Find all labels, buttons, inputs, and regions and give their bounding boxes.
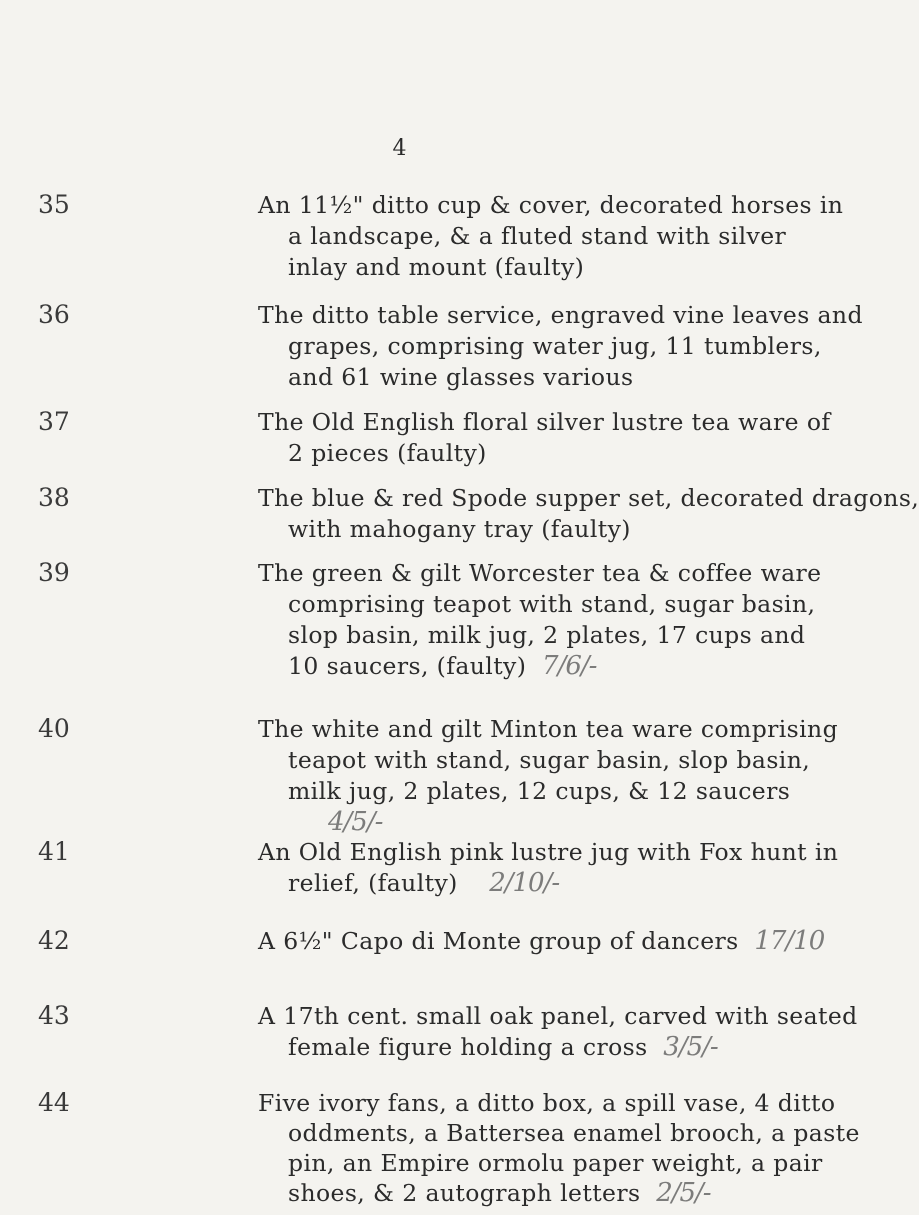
lot-number: 40	[38, 713, 70, 743]
lot-description	[258, 190, 844, 283]
description-line: comprising teapot with stand, sugar basin,	[288, 590, 816, 619]
description-line: The ditto table service, engraved vine leaves and	[258, 300, 863, 329]
description-line: The Old English floral silver lustre tea ware of	[258, 408, 831, 437]
handwritten-price: 2/5/-	[656, 1178, 711, 1208]
lot-description	[258, 837, 839, 899]
description-text: A 6½" Capo di Monte group of dancers	[258, 926, 739, 955]
handwritten-price: 2/10/-	[489, 868, 560, 899]
handwritten-price: 17/10	[754, 925, 825, 956]
lot-description	[258, 714, 839, 838]
lot-number: 35	[38, 190, 70, 219]
description-text: female figure holding a cross	[288, 1033, 648, 1062]
description-line: The white and gilt Minton tea ware comprising	[258, 714, 839, 743]
lot-number: 36	[38, 299, 70, 329]
description-text: 10 saucers, (faulty)	[288, 652, 527, 681]
lot-description	[258, 925, 825, 957]
description-line	[258, 1032, 778, 1063]
description-line: pin, an Empire ormolu paper weight, a pair	[288, 1149, 823, 1177]
lot-description	[258, 1001, 858, 1063]
description-line	[258, 925, 825, 957]
description-line: milk jug, 2 plates, 12 cups, & 12 saucers	[288, 776, 791, 805]
lot-description	[258, 1088, 860, 1208]
handwritten-price: 4/5/-	[328, 806, 383, 837]
description-line: and 61 wine glasses various	[288, 362, 634, 391]
lot-description	[258, 407, 831, 469]
description-line: The blue & red Spode supper set, decorated dragons,	[258, 483, 919, 512]
description-line: a landscape, & a fluted stand with silver	[288, 222, 787, 250]
handwritten-price: 3/5/-	[663, 1032, 718, 1063]
lot-number: 37	[38, 407, 70, 437]
description-line: teapot with stand, sugar basin, slop basin,	[288, 745, 811, 774]
description-line: with mahogany tray (faulty)	[288, 514, 631, 543]
description-line: A 17th cent. small oak panel, carved with seated	[258, 1002, 858, 1031]
page-number: 4	[392, 136, 408, 161]
lot-number: 43	[38, 1001, 70, 1031]
description-line	[258, 651, 778, 682]
description-line: Five ivory fans, a ditto box, a spill vase, 4 ditto	[258, 1089, 836, 1117]
description-line: The green & gilt Worcester tea & coffee ware	[258, 559, 822, 588]
handwritten-price: 7/6/-	[542, 651, 597, 682]
description-line: An Old English pink lustre jug with Fox hunt in	[258, 838, 839, 867]
lot-number: 41	[38, 837, 70, 867]
lot-number: 39	[38, 558, 70, 588]
lot-description	[258, 300, 863, 393]
description-line: inlay and mount (faulty)	[288, 253, 585, 281]
description-text: shoes, & 2 autograph letters	[288, 1179, 641, 1207]
description-line: grapes, comprising water jug, 11 tumblers,	[288, 331, 822, 360]
description-line: slop basin, milk jug, 2 plates, 17 cups and	[288, 621, 806, 650]
description-text: relief, (faulty)	[288, 869, 458, 898]
description-line	[258, 1178, 778, 1208]
lot-description	[258, 558, 822, 682]
description-line	[258, 868, 778, 899]
description-line: oddments, a Battersea enamel brooch, a paste	[288, 1119, 860, 1147]
lot-number: 42	[38, 925, 70, 955]
lot-number: 44	[38, 1088, 70, 1117]
description-line: 2 pieces (faulty)	[288, 439, 487, 468]
lot-description	[258, 483, 919, 545]
lot-number: 38	[38, 482, 70, 512]
description-line	[258, 807, 778, 838]
description-line: An 11½" ditto cup & cover, decorated horses in	[258, 191, 844, 219]
